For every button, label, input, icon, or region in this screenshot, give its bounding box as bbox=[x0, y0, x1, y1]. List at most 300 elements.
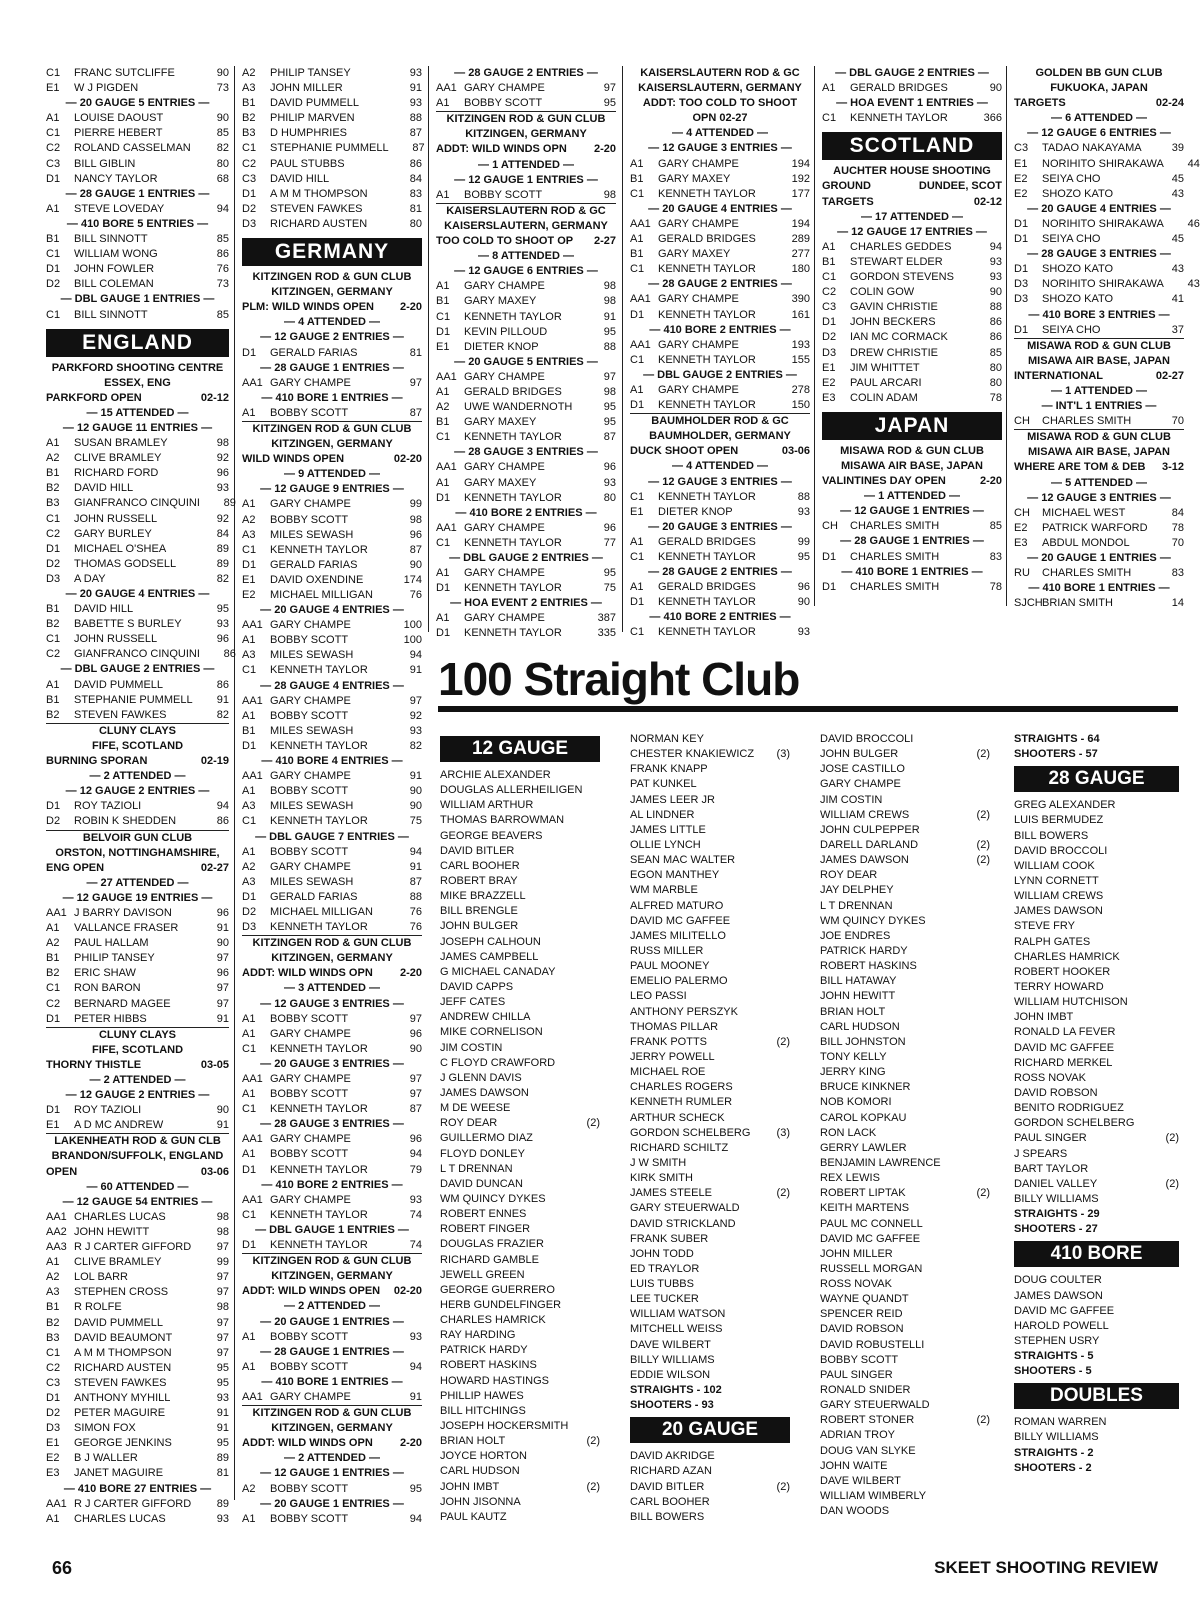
club-member bbox=[820, 1247, 990, 1262]
event-header: — 28 GAUGE 3 ENTRIES — bbox=[1027, 248, 1171, 261]
shooter-name: BOBBY SCOTT bbox=[270, 1088, 349, 1101]
club-member bbox=[440, 829, 600, 844]
shooter-name: ROY TAZIOLI bbox=[74, 800, 142, 813]
club-member bbox=[630, 883, 790, 898]
shooter-name: CHARLES LUCAS bbox=[74, 1210, 166, 1223]
result-row bbox=[822, 81, 1002, 96]
club-member bbox=[820, 1292, 990, 1307]
member-name: JOHN CULPEPPER bbox=[820, 823, 920, 836]
class-code: D1 bbox=[46, 1104, 61, 1117]
class-code: A1 bbox=[46, 1512, 60, 1525]
member-name: CHARLES ROGERS bbox=[630, 1081, 733, 1094]
score: 277 bbox=[791, 248, 810, 261]
class-code: C1 bbox=[630, 187, 645, 200]
member-name: CHESTER KNAKIEWICZ bbox=[630, 748, 755, 761]
club-member bbox=[820, 808, 990, 823]
member-name: MITCHELL WEISS bbox=[630, 1323, 723, 1336]
class-code: A1 bbox=[46, 1256, 60, 1269]
member-name: MIKE BRAZZELL bbox=[440, 890, 526, 903]
result-row bbox=[822, 391, 1002, 406]
member-name: GORDON SCHELBERG bbox=[630, 1126, 751, 1139]
member-name: SEAN MAC WALTER bbox=[630, 854, 736, 867]
country-banner: ENGLAND bbox=[46, 329, 229, 357]
result-row bbox=[46, 1421, 229, 1436]
result-row bbox=[436, 536, 616, 551]
class-code: A1 bbox=[242, 1360, 256, 1373]
result-row bbox=[630, 383, 810, 398]
shooter-name: GARY CHAMPE bbox=[270, 1027, 351, 1040]
member-name: MICHAEL ROE bbox=[630, 1066, 706, 1079]
club-heading: ESSEX, ENG bbox=[104, 376, 171, 389]
member-name: JEFF CATES bbox=[440, 996, 506, 1009]
class-code: A1 bbox=[46, 678, 60, 691]
member-name: RAY HARDING bbox=[440, 1329, 516, 1342]
club-heading: LAKENHEATH ROD & GUN CLB bbox=[54, 1135, 221, 1148]
result-row bbox=[630, 232, 810, 247]
score: 93 bbox=[409, 724, 422, 737]
result-row bbox=[630, 172, 810, 187]
member-name: CHARLES HAMRICK bbox=[1014, 950, 1120, 963]
member-name: DAVID MC GAFFEE bbox=[1014, 1041, 1115, 1054]
class-code: C1 bbox=[46, 982, 61, 995]
club-member bbox=[1014, 904, 1179, 919]
class-code: A3 bbox=[242, 82, 256, 95]
class-code: B1 bbox=[242, 97, 256, 110]
member-name: WILLIAM COOK bbox=[1014, 859, 1095, 872]
shooter-name: JOHN MILLER bbox=[270, 82, 343, 95]
member-name: REX LEWIS bbox=[820, 1172, 880, 1185]
member-name: BRIAN HOLT bbox=[440, 1435, 506, 1448]
attended-line: — 60 ATTENDED — bbox=[86, 1180, 189, 1193]
score: 91 bbox=[216, 1119, 229, 1132]
club-member bbox=[440, 798, 600, 813]
club-member bbox=[630, 853, 790, 868]
class-code: C1 bbox=[630, 353, 645, 366]
shooter-name: GIANFRANCO CINQUINI bbox=[74, 497, 200, 510]
member-name: DOUG VAN SLYKE bbox=[820, 1444, 916, 1457]
member-name: BRIAN HOLT bbox=[820, 1005, 886, 1018]
shooter-name: MICHAEL WEST bbox=[1042, 506, 1126, 519]
member-name: CHARLES HAMRICK bbox=[440, 1314, 546, 1327]
class-code: A1 bbox=[46, 922, 60, 935]
club-member bbox=[630, 1262, 790, 1277]
score: 86 bbox=[989, 331, 1002, 344]
score: 94 bbox=[216, 800, 229, 813]
shooter-name: BILL SINNOTT bbox=[74, 308, 148, 321]
member-name: LUIS BERMUDEZ bbox=[1014, 814, 1104, 827]
class-code: AA1 bbox=[46, 1497, 67, 1510]
event-header: — 28 GAUGE 2 ENTRIES — bbox=[648, 278, 792, 291]
shooter-name: DAVID PUMMELL bbox=[74, 1316, 164, 1329]
club-member bbox=[440, 995, 600, 1010]
member-name: ROBERT BRAY bbox=[440, 874, 518, 887]
score: 93 bbox=[409, 97, 422, 110]
club-member bbox=[820, 1368, 990, 1383]
shoot-title bbox=[436, 234, 616, 249]
result-row bbox=[1014, 323, 1184, 339]
class-code: D1 bbox=[242, 890, 257, 903]
shooter-name: COLIN ADAM bbox=[850, 391, 918, 404]
shooter-name: GARY CHAMPE bbox=[270, 619, 351, 632]
class-code: A3 bbox=[242, 875, 256, 888]
shooter-name: WILLIAM WONG bbox=[74, 248, 158, 261]
shooter-name: SHOZO KATO bbox=[1042, 187, 1114, 200]
member-name: JOSE CASTILLO bbox=[820, 763, 905, 776]
member-name: L T DRENNAN bbox=[440, 1162, 513, 1175]
club-member bbox=[630, 899, 790, 914]
class-code: B1 bbox=[46, 233, 60, 246]
club-member bbox=[820, 959, 990, 974]
shooter-name: BOBBY SCOTT bbox=[270, 513, 349, 526]
shooter-name: DAVID HILL bbox=[74, 603, 134, 616]
class-code: AA1 bbox=[242, 1133, 263, 1146]
score: 92 bbox=[216, 512, 229, 525]
member-name: G MICHAEL CANADAY bbox=[440, 965, 556, 978]
score: 95 bbox=[216, 603, 229, 616]
straight-count: (2) bbox=[586, 1480, 600, 1493]
straight-count: (3) bbox=[776, 1126, 790, 1139]
class-code: A1 bbox=[242, 845, 256, 858]
shooter-name: NANCY TAYLOR bbox=[74, 172, 158, 185]
score: 86 bbox=[989, 316, 1002, 329]
club-member bbox=[440, 1192, 600, 1207]
member-name: ROSS NOVAK bbox=[820, 1278, 892, 1291]
event-header: — 410 BORE 2 ENTRIES — bbox=[649, 323, 791, 336]
score: 83 bbox=[989, 550, 1002, 563]
club-member bbox=[1014, 995, 1179, 1010]
class-code: D1 bbox=[822, 316, 837, 329]
club-member bbox=[820, 838, 990, 853]
member-name: ROBERT HOOKER bbox=[1014, 965, 1111, 978]
shooter-name: GERALD BRIDGES bbox=[658, 581, 756, 594]
club-member bbox=[630, 793, 790, 808]
club-heading: KITZINGEN ROD & GUN CLUB bbox=[252, 422, 412, 435]
club-heading: BELVOIR GUN CLUB bbox=[82, 831, 193, 844]
club-heading: KITZINGEN ROD & GUN CLUB bbox=[446, 113, 606, 126]
straight-count: (2) bbox=[976, 748, 990, 761]
result-row bbox=[242, 724, 422, 739]
shooter-name: BOBBY SCOTT bbox=[270, 1512, 349, 1525]
straight-count: (2) bbox=[586, 1435, 600, 1448]
class-code: E1 bbox=[436, 340, 450, 353]
score: 85 bbox=[216, 308, 229, 321]
result-row bbox=[242, 406, 422, 422]
result-row bbox=[46, 1376, 229, 1391]
shooter-name: BOBBY SCOTT bbox=[270, 785, 349, 798]
club-member bbox=[630, 1232, 790, 1247]
result-row bbox=[46, 496, 236, 511]
member-name: DOUG COULTER bbox=[1014, 1274, 1102, 1287]
result-row bbox=[242, 111, 422, 126]
shooter-name: W J PIGDEN bbox=[74, 82, 139, 95]
score: 93 bbox=[409, 67, 422, 79]
member-name: JAMES LEER JR bbox=[630, 793, 715, 806]
score: 90 bbox=[989, 82, 1002, 95]
result-row bbox=[46, 1255, 229, 1270]
event-header: — 410 BORE 1 ENTRIES — bbox=[261, 1375, 403, 1388]
score: 95 bbox=[603, 416, 616, 429]
member-name: BILLY WILLIAMS bbox=[1014, 1431, 1099, 1444]
member-name: DAVID ROBSON bbox=[1014, 1086, 1098, 1099]
score: 387 bbox=[597, 612, 616, 625]
class-code: D1 bbox=[436, 491, 451, 504]
class-code: D1 bbox=[630, 308, 645, 321]
shooter-name: MILES SEWASH bbox=[270, 528, 354, 541]
member-name: DAVID MC GAFFEE bbox=[820, 1232, 921, 1245]
shooter-name: FRANC SUTCLIFFE bbox=[74, 67, 175, 79]
result-row bbox=[46, 906, 229, 921]
club-member bbox=[630, 777, 790, 792]
club-member bbox=[820, 944, 990, 959]
event-header: — 12 GAUGE 3 ENTRIES — bbox=[648, 142, 792, 155]
club-member bbox=[440, 980, 600, 995]
shoot-title bbox=[822, 179, 1002, 194]
shooter-name: STEVE LOVEDAY bbox=[74, 202, 165, 215]
class-code: C1 bbox=[242, 1042, 257, 1055]
member-name: WILLIAM WIMBERLY bbox=[820, 1490, 927, 1503]
member-name: HERB GUNDELFINGER bbox=[440, 1298, 562, 1311]
result-row bbox=[46, 981, 229, 996]
shooter-name: BRIAN SMITH bbox=[1042, 597, 1113, 610]
member-name: FRANK KNAPP bbox=[630, 763, 708, 776]
club-member bbox=[1014, 1101, 1179, 1116]
member-name: JOYCE HORTON bbox=[440, 1450, 527, 1463]
score: 96 bbox=[216, 906, 229, 919]
score: 88 bbox=[409, 112, 422, 125]
shooter-name: THOMAS GODSELL bbox=[74, 557, 177, 570]
class-code: C1 bbox=[242, 1208, 257, 1221]
shooter-name: MICHAEL O'SHEA bbox=[74, 542, 167, 555]
event-header: — 410 BORE 1 ENTRIES — bbox=[841, 565, 983, 578]
shooter-name: PHILIP TANSEY bbox=[270, 67, 351, 79]
shoot-name: DUCK SHOOT OPEN bbox=[630, 445, 739, 458]
class-code: B2 bbox=[46, 618, 60, 631]
class-code: AA1 bbox=[242, 376, 263, 389]
result-row bbox=[242, 528, 422, 543]
score: 99 bbox=[797, 535, 810, 548]
score: 90 bbox=[989, 286, 1002, 299]
shooter-name: CHARLES SMITH bbox=[1042, 415, 1132, 428]
gauge-28-banner: 28 GAUGE bbox=[1014, 766, 1179, 792]
shoot-date: DUNDEE, SCOT bbox=[918, 180, 1002, 193]
result-row bbox=[46, 141, 229, 156]
club-member bbox=[630, 1368, 790, 1383]
club-member bbox=[630, 1510, 790, 1525]
member-name: BILL BOWERS bbox=[1014, 829, 1089, 842]
club-member bbox=[630, 1338, 790, 1353]
class-code: A2 bbox=[242, 67, 256, 79]
shooter-name: KENNETH TAYLOR bbox=[464, 627, 562, 640]
score: 78 bbox=[989, 580, 1002, 593]
member-name: BILL BOWERS bbox=[630, 1510, 705, 1523]
result-row bbox=[242, 558, 422, 573]
class-code: D1 bbox=[46, 263, 61, 276]
club-member bbox=[440, 919, 600, 934]
result-row bbox=[436, 566, 616, 581]
club-heading: MISAWA ROD & GUN CLUB bbox=[840, 444, 984, 457]
class-code: B1 bbox=[46, 467, 60, 480]
shooter-name: PAUL HALLAM bbox=[74, 937, 149, 950]
score: 14 bbox=[1171, 597, 1184, 610]
shooter-name: CLIVE BRAMLEY bbox=[74, 452, 162, 465]
shooter-name: A DAY bbox=[74, 572, 106, 585]
result-row bbox=[242, 633, 422, 648]
member-name: JAY DELPHEY bbox=[820, 884, 894, 897]
result-row bbox=[1014, 157, 1200, 172]
class-code: AA1 bbox=[242, 1193, 263, 1206]
class-code: D1 bbox=[1014, 217, 1029, 230]
event-header: — 12 GAUGE 3 ENTRIES — bbox=[260, 997, 404, 1010]
member-name: PATRICK HARDY bbox=[440, 1344, 528, 1357]
result-row bbox=[46, 693, 229, 708]
score: 87 bbox=[409, 406, 422, 419]
score: 98 bbox=[216, 437, 229, 450]
score: 93 bbox=[797, 626, 810, 639]
result-row bbox=[242, 157, 422, 172]
class-code: A1 bbox=[630, 581, 644, 594]
shoot-date: 02-27 bbox=[1155, 369, 1184, 382]
shoot-title bbox=[242, 1436, 422, 1451]
score: 98 bbox=[603, 280, 616, 293]
score: 97 bbox=[216, 1271, 229, 1284]
class-code: C1 bbox=[630, 490, 645, 503]
member-name: ANDREW CHILLA bbox=[440, 1011, 531, 1024]
club-member bbox=[440, 1298, 600, 1313]
shooter-name: IAN MC CORMACK bbox=[850, 331, 948, 344]
class-code: AA1 bbox=[436, 370, 457, 383]
shooter-name: KENNETH TAYLOR bbox=[658, 490, 756, 503]
score: 97 bbox=[409, 694, 422, 707]
score: 84 bbox=[216, 527, 229, 540]
score: 74 bbox=[409, 1239, 422, 1252]
result-row bbox=[436, 521, 616, 536]
member-name: C FLOYD CRAWFORD bbox=[440, 1056, 556, 1069]
shooter-name: GERALD FARIAS bbox=[270, 558, 358, 571]
shooter-name: JOHN RUSSELL bbox=[74, 512, 158, 525]
member-name: M DE WEESE bbox=[440, 1102, 511, 1115]
score: 161 bbox=[791, 308, 810, 321]
magazine-name: SKEET SHOOTING REVIEW bbox=[934, 1558, 1158, 1577]
score: 93 bbox=[216, 482, 229, 495]
club-member bbox=[440, 1116, 600, 1131]
shooter-name: GARY CHAMPE bbox=[270, 1390, 351, 1403]
score: 93 bbox=[989, 271, 1002, 284]
class-code: D2 bbox=[822, 331, 837, 344]
results-column-5 bbox=[822, 66, 1002, 595]
class-code: D3 bbox=[1014, 293, 1029, 306]
shooter-name: RON BARON bbox=[74, 982, 141, 995]
score: 82 bbox=[216, 708, 229, 721]
member-name: THOMAS BARROWMAN bbox=[440, 814, 565, 827]
club-member bbox=[1014, 1147, 1179, 1162]
class-code: A1 bbox=[630, 233, 644, 246]
class-code: E3 bbox=[822, 391, 836, 404]
member-name: HOWARD HASTINGS bbox=[440, 1374, 549, 1387]
score: 335 bbox=[597, 627, 616, 640]
shoot-date: 02-19 bbox=[200, 755, 229, 768]
event-header: — 28 GAUGE 3 ENTRIES — bbox=[260, 1118, 404, 1131]
shooter-name: R J CARTER GIFFORD bbox=[74, 1497, 192, 1510]
result-row bbox=[242, 648, 422, 663]
shooter-name: MILES SEWASH bbox=[270, 649, 354, 662]
score: 98 bbox=[216, 1210, 229, 1223]
score: 92 bbox=[409, 709, 422, 722]
event-header: — 28 GAUGE 4 ENTRIES — bbox=[260, 679, 404, 692]
shooter-name: GARY MAXEY bbox=[464, 416, 537, 429]
class-code: A1 bbox=[822, 240, 836, 253]
attended-line: — 4 ATTENDED — bbox=[284, 316, 380, 329]
shooter-name: RICHARD FORD bbox=[74, 467, 159, 480]
shooter-name: KENNETH TAYLOR bbox=[270, 815, 368, 828]
shooter-name: GARY CHAMPE bbox=[464, 82, 545, 95]
club-member bbox=[630, 1292, 790, 1307]
class-code: A1 bbox=[436, 97, 450, 110]
member-name: DAVID ROBUSTELLI bbox=[820, 1338, 925, 1351]
result-row bbox=[436, 370, 616, 385]
score: 86 bbox=[409, 157, 422, 170]
club-member bbox=[820, 1005, 990, 1020]
club-member bbox=[630, 989, 790, 1004]
member-name: BENITO RODRIGUEZ bbox=[1014, 1102, 1124, 1115]
straight-count: (3) bbox=[776, 748, 790, 761]
gauge-12-list-2 bbox=[630, 732, 790, 1383]
result-row bbox=[242, 1132, 422, 1147]
member-name: JAMES DAWSON bbox=[440, 1086, 529, 1099]
member-name: EDDIE WILSON bbox=[630, 1368, 711, 1381]
class-code: D1 bbox=[630, 596, 645, 609]
result-row bbox=[46, 1103, 229, 1118]
class-code: A1 bbox=[242, 1148, 256, 1161]
gauge-12-shooters: SHOOTERS - 93 bbox=[630, 1399, 714, 1412]
score: 97 bbox=[603, 370, 616, 383]
shooter-name: VALLANCE FRASER bbox=[74, 922, 179, 935]
member-name: DAVID BITLER bbox=[630, 1480, 705, 1493]
class-code: C1 bbox=[822, 112, 837, 125]
score: 97 bbox=[409, 1012, 422, 1025]
result-row bbox=[46, 66, 229, 81]
class-code: AA1 bbox=[436, 461, 457, 474]
member-name: LEE TUCKER bbox=[630, 1293, 699, 1306]
club-heading: BRANDON/SUFFOLK, ENGLAND bbox=[51, 1150, 224, 1163]
result-row bbox=[46, 1118, 229, 1134]
member-name: J SPEARS bbox=[1014, 1147, 1068, 1160]
shooter-name: A M M THOMPSON bbox=[74, 1346, 172, 1359]
result-row bbox=[242, 694, 422, 709]
shoot-date: 02-27 bbox=[200, 861, 229, 874]
bore-410-shooters: SHOOTERS - 5 bbox=[1014, 1365, 1092, 1378]
club-member bbox=[630, 1186, 790, 1201]
club-member bbox=[440, 1480, 600, 1495]
shoot-date: 02-20 bbox=[393, 453, 422, 466]
club-member bbox=[820, 1459, 990, 1474]
shoot-title bbox=[242, 1284, 422, 1299]
member-name: WM MARBLE bbox=[630, 884, 698, 897]
member-name: CARL BOOHER bbox=[630, 1495, 710, 1508]
shooter-name: KENNETH TAYLOR bbox=[658, 626, 756, 639]
class-code: A2 bbox=[46, 937, 60, 950]
class-code: A1 bbox=[630, 383, 644, 396]
club-member bbox=[820, 899, 990, 914]
member-name: ROY DEAR bbox=[440, 1117, 498, 1130]
event-header: — DBL GAUGE 7 ENTRIES — bbox=[255, 830, 409, 843]
club-member bbox=[440, 1404, 600, 1419]
result-row bbox=[630, 338, 810, 353]
member-name: JAMES DAWSON bbox=[820, 854, 909, 867]
result-row bbox=[242, 845, 422, 860]
member-name: JERRY KING bbox=[820, 1066, 886, 1079]
club-member bbox=[820, 1201, 990, 1216]
score: 97 bbox=[216, 997, 229, 1010]
